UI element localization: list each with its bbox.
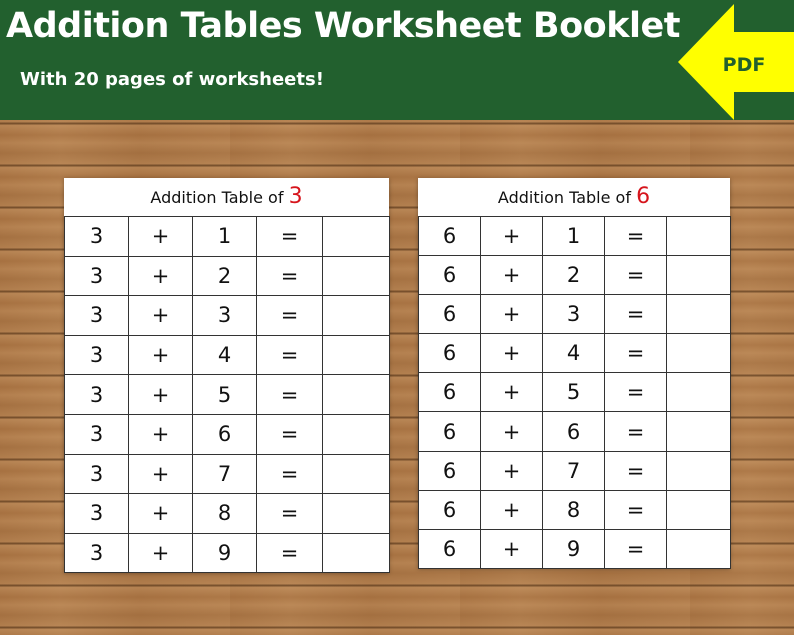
equals-sign-cell: = xyxy=(257,375,323,415)
table-row xyxy=(65,533,390,573)
equals-sign-cell: = xyxy=(605,412,667,451)
addend-cell: 8 xyxy=(543,490,605,529)
plus-sign-cell: + xyxy=(481,334,543,373)
plus-sign-cell: + xyxy=(129,414,193,454)
addend-cell: 4 xyxy=(543,334,605,373)
plus-sign-cell: + xyxy=(129,335,193,375)
equals-sign-cell: = xyxy=(605,217,667,256)
table-row xyxy=(419,295,731,334)
banner-title: Addition Tables Worksheet Booklet xyxy=(6,6,680,46)
answer-box[interactable] xyxy=(667,334,731,373)
answer-box[interactable] xyxy=(323,454,390,494)
table-row xyxy=(65,454,390,494)
plus-sign-cell: + xyxy=(129,533,193,573)
table-row xyxy=(65,256,390,296)
addend-base-cell: 6 xyxy=(419,334,481,373)
worksheet-page-left xyxy=(64,178,389,572)
equals-sign-cell: = xyxy=(605,373,667,412)
plus-sign-cell: + xyxy=(481,217,543,256)
table-row xyxy=(419,256,731,295)
addend-cell: 3 xyxy=(193,296,257,336)
table-row xyxy=(419,451,731,490)
addend-base-cell: 3 xyxy=(65,533,129,573)
answer-box[interactable] xyxy=(667,217,731,256)
equals-sign-cell: = xyxy=(605,334,667,373)
plus-sign-cell: + xyxy=(481,451,543,490)
table-row xyxy=(65,217,390,257)
addend-base-cell: 3 xyxy=(65,375,129,415)
answer-box[interactable] xyxy=(323,296,390,336)
answer-box[interactable] xyxy=(323,533,390,573)
addend-base-cell: 6 xyxy=(419,451,481,490)
answer-box[interactable] xyxy=(323,217,390,257)
plus-sign-cell: + xyxy=(481,529,543,568)
worksheet-title-prefix: Addition Table of xyxy=(497,188,631,207)
answer-box[interactable] xyxy=(667,256,731,295)
addend-cell: 9 xyxy=(543,529,605,568)
plus-sign-cell: + xyxy=(129,296,193,336)
addend-base-cell: 6 xyxy=(419,529,481,568)
plus-sign-cell: + xyxy=(481,373,543,412)
addition-table xyxy=(418,216,731,569)
banner-subtitle: With 20 pages of worksheets! xyxy=(20,69,324,90)
answer-box[interactable] xyxy=(667,451,731,490)
plus-sign-cell: + xyxy=(129,375,193,415)
pdf-badge xyxy=(678,4,794,120)
equals-sign-cell: = xyxy=(257,217,323,257)
addend-base-cell: 3 xyxy=(65,414,129,454)
answer-box[interactable] xyxy=(323,335,390,375)
addend-base-cell: 6 xyxy=(419,412,481,451)
table-row xyxy=(65,375,390,415)
addend-base-cell: 6 xyxy=(419,217,481,256)
answer-box[interactable] xyxy=(667,295,731,334)
addend-base-cell: 6 xyxy=(419,490,481,529)
addend-cell: 4 xyxy=(193,335,257,375)
addend-cell: 2 xyxy=(543,256,605,295)
plus-sign-cell: + xyxy=(129,256,193,296)
equals-sign-cell: = xyxy=(257,256,323,296)
equals-sign-cell: = xyxy=(605,451,667,490)
worksheet-title-prefix: Addition Table of xyxy=(150,188,284,207)
answer-box[interactable] xyxy=(667,529,731,568)
table-row xyxy=(419,334,731,373)
table-row xyxy=(419,490,731,529)
equals-sign-cell: = xyxy=(605,256,667,295)
answer-box[interactable] xyxy=(323,494,390,534)
addend-base-cell: 6 xyxy=(419,373,481,412)
addend-base-cell: 3 xyxy=(65,454,129,494)
addend-cell: 1 xyxy=(193,217,257,257)
equals-sign-cell: = xyxy=(257,296,323,336)
table-row xyxy=(65,296,390,336)
answer-box[interactable] xyxy=(667,490,731,529)
addend-cell: 7 xyxy=(543,451,605,490)
equals-sign-cell: = xyxy=(257,414,323,454)
addend-cell: 1 xyxy=(543,217,605,256)
addend-base-cell: 6 xyxy=(419,295,481,334)
addend-cell: 8 xyxy=(193,494,257,534)
worksheet-title xyxy=(64,178,389,216)
header-banner xyxy=(0,0,794,120)
addend-base-cell: 3 xyxy=(65,256,129,296)
addend-cell: 3 xyxy=(543,295,605,334)
addend-base-cell: 3 xyxy=(65,494,129,534)
addend-base-cell: 3 xyxy=(65,217,129,257)
plus-sign-cell: + xyxy=(481,490,543,529)
table-row xyxy=(65,494,390,534)
addend-cell: 5 xyxy=(193,375,257,415)
addition-table xyxy=(64,216,390,573)
addend-cell: 9 xyxy=(193,533,257,573)
answer-box[interactable] xyxy=(323,414,390,454)
plus-sign-cell: + xyxy=(129,454,193,494)
worksheet-title-number: 3 xyxy=(288,184,303,209)
worksheet-page-right xyxy=(418,178,730,568)
answer-box[interactable] xyxy=(667,412,731,451)
table-row xyxy=(419,373,731,412)
addend-cell: 6 xyxy=(543,412,605,451)
plus-sign-cell: + xyxy=(481,295,543,334)
worksheet-title-number: 6 xyxy=(636,184,651,209)
answer-box[interactable] xyxy=(323,256,390,296)
table-row xyxy=(65,414,390,454)
equals-sign-cell: = xyxy=(257,454,323,494)
pdf-label: PDF xyxy=(722,54,766,76)
table-row xyxy=(419,529,731,568)
table-row xyxy=(419,412,731,451)
worksheet-title xyxy=(418,178,730,216)
equals-sign-cell: = xyxy=(605,490,667,529)
answer-box[interactable] xyxy=(667,373,731,412)
addend-cell: 7 xyxy=(193,454,257,494)
equals-sign-cell: = xyxy=(257,335,323,375)
equals-sign-cell: = xyxy=(257,494,323,534)
answer-box[interactable] xyxy=(323,375,390,415)
plus-sign-cell: + xyxy=(481,412,543,451)
addend-base-cell: 3 xyxy=(65,296,129,336)
table-row xyxy=(419,217,731,256)
equals-sign-cell: = xyxy=(605,295,667,334)
equals-sign-cell: = xyxy=(605,529,667,568)
addend-base-cell: 6 xyxy=(419,256,481,295)
addend-cell: 2 xyxy=(193,256,257,296)
addend-base-cell: 3 xyxy=(65,335,129,375)
table-row xyxy=(65,335,390,375)
equals-sign-cell: = xyxy=(257,533,323,573)
addend-cell: 5 xyxy=(543,373,605,412)
plus-sign-cell: + xyxy=(481,256,543,295)
addend-cell: 6 xyxy=(193,414,257,454)
plus-sign-cell: + xyxy=(129,494,193,534)
plus-sign-cell: + xyxy=(129,217,193,257)
